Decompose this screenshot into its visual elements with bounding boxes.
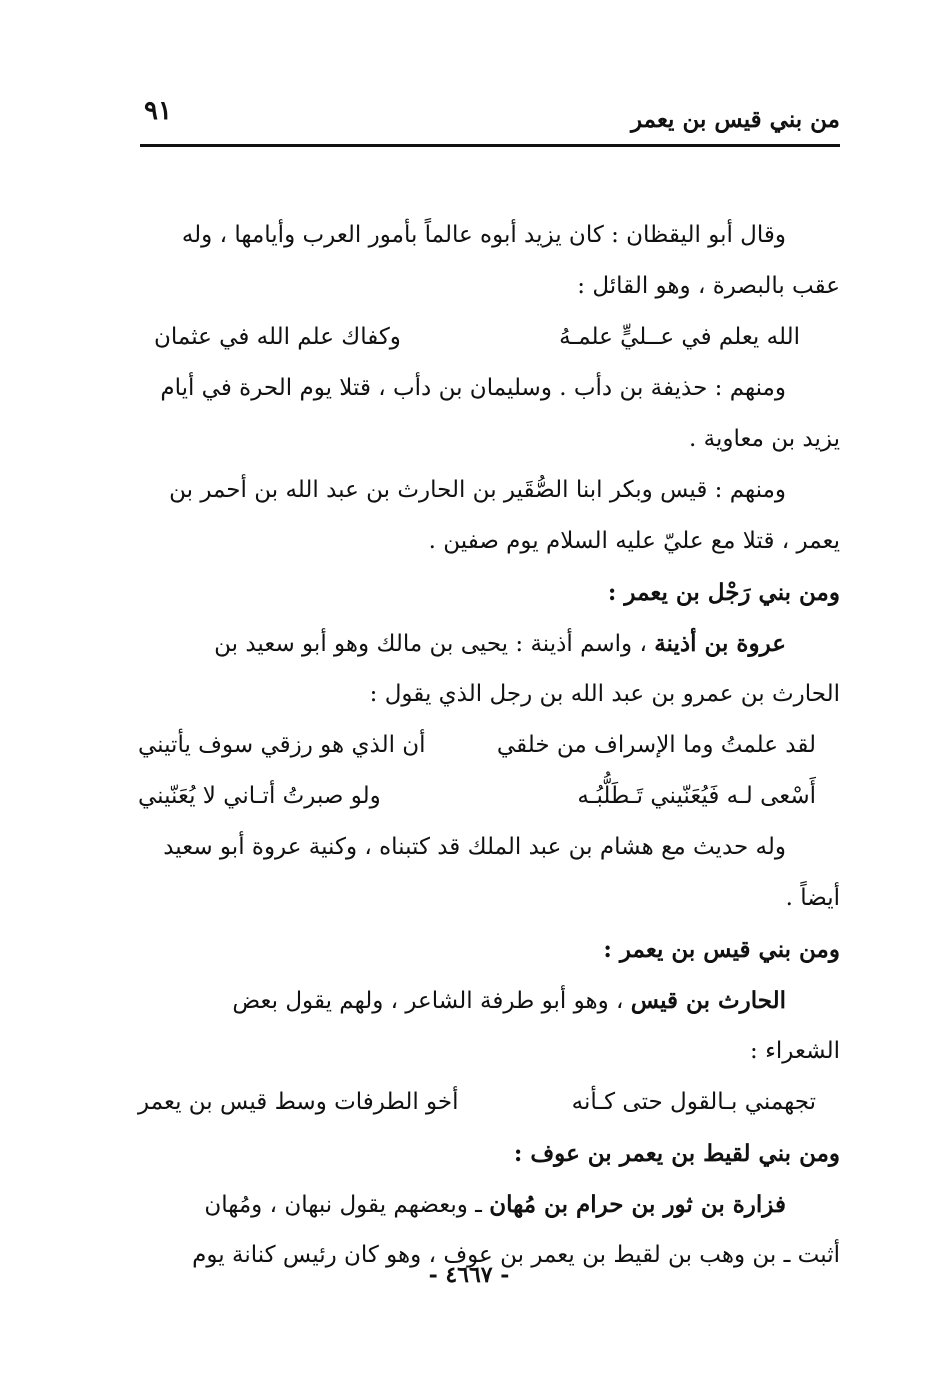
verse-line [124,771,840,822]
verse-second-hemistich: ولو صبرتُ أتـاني لا يُعَنّيني [138,783,381,809]
text-line: ومنهم : حذيفة بن دأب . وسليمان بن دأب ، قتلا يوم الحرة في أيام [160,375,786,401]
text-line-rest: ، واسم أذينة : يحيى بن مالك وهو أبو سعيد بن [214,631,647,657]
section-heading: ومن بني لقيط بن يعمر بن عوف : [513,1140,840,1167]
verse-second-hemistich: أن الذي هو رزقي سوف يأتيني [138,732,426,758]
text-line: عقب بالبصرة ، وهو القائل : [577,273,840,299]
text-line: يزيد بن معاوية . [689,426,840,452]
text-line: أيضاً . [785,885,840,911]
text-line: ومنهم : قيس وبكر ابنا الصُّقَير بن الحارث بن عبد الله بن أحمر بن [169,477,786,503]
verse-first-hemistich: الله يعلم في عــليٍّ علمـهُ [559,324,800,350]
verse-first-hemistich: تجهمني بـالقول حتى كـأنه [571,1089,816,1115]
text-line: أثبت ـ بن وهب بن لقيط بن يعمر بن عوف ، وهو كان رئيس كنانة يوم [192,1242,840,1268]
footer-page-code: - ٤٦٦٧ - [428,1262,510,1288]
text-line-rest: ـ وبعضهم يقول نبهان ، ومُهان [204,1192,482,1218]
verse-first-hemistich: لقد علمتُ وما الإسراف من خلقي [496,732,816,758]
section-heading: ومن بني رَجْل بن يعمر : [607,579,840,606]
verse-line [124,1077,840,1128]
person-name: عروة بن أذينة [654,630,786,657]
text-line-rest: ، وهو أبو طرفة الشاعر ، ولهم يقول بعض [232,988,624,1014]
verse-line [124,312,840,363]
text-line: الحارث بن عمرو بن عبد الله بن رجل الذي يقول : [369,681,840,707]
text-line [124,618,840,669]
text-line: يعمر ، قتلا مع عليّ عليه السلام يوم صفين . [428,528,840,554]
text-line: وقال أبو اليقظان : كان يزيد أبوه عالماً بأمور العرب وأيامها ، وله [181,222,786,248]
person-name: فزارة بن ثور بن حرام بن مُهان [489,1191,786,1218]
text-line [124,1179,840,1230]
verse-second-hemistich: أخو الطرفات وسط قيس بن يعمر [138,1089,459,1115]
header-page-number: ٩١ [144,96,172,126]
text-line: وله حديث مع هشام بن عبد الملك قد كتبناه ، وكنية عروة أبو سعيد [163,834,786,860]
text-line [124,975,840,1026]
text-line: الشعراء : [750,1038,840,1064]
verse-first-hemistich: أَسْعى لـه فَيُعَنّيني تَـطَلُّبُـه [577,783,816,809]
header-title: من بني قيس بن يعمر [630,106,840,133]
running-header [140,92,840,147]
person-name: الحارث بن قيس [630,987,786,1014]
body-text [124,210,840,1281]
verse-second-hemistich: وكفاك علم الله في عثمان [154,324,401,350]
verse-line [124,720,840,771]
section-heading: ومن بني قيس بن يعمر : [603,936,840,963]
